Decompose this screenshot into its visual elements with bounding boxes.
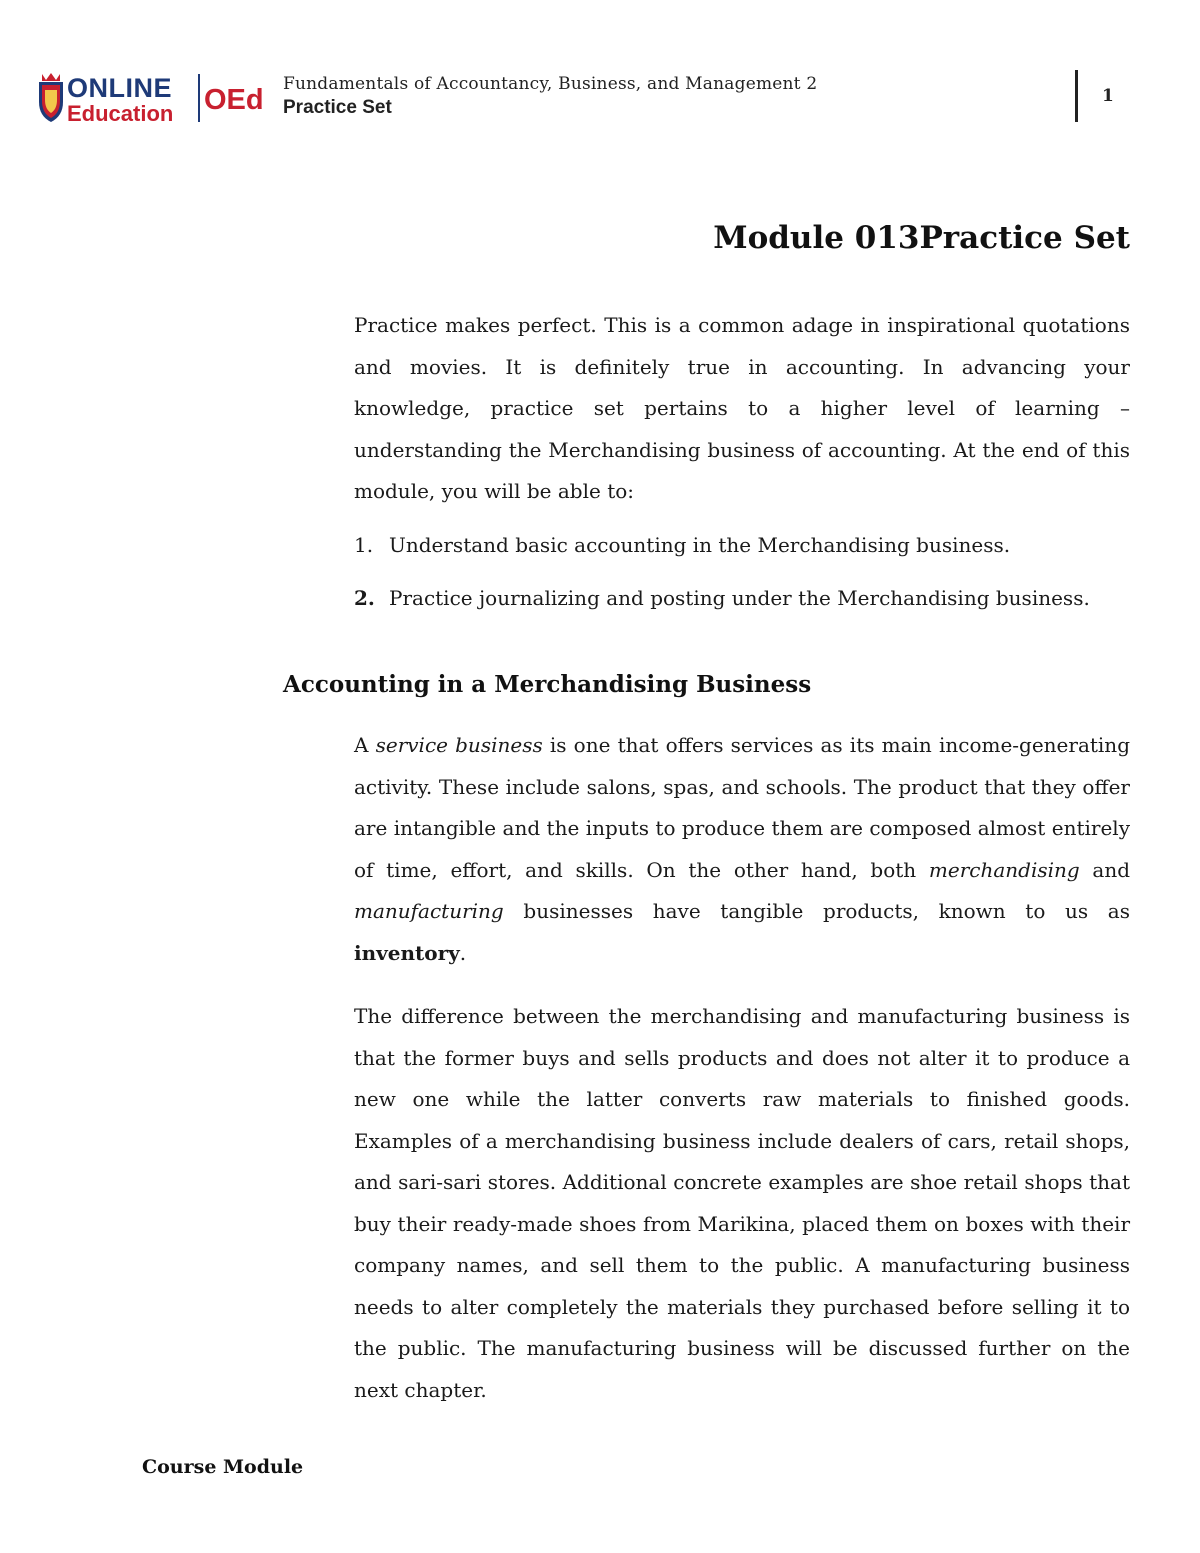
section-heading: Accounting in a Merchandising Business xyxy=(283,671,812,698)
italic-term: manufacturing xyxy=(354,899,504,923)
module-title: Module 013Practice Set xyxy=(713,220,1130,256)
objectives-list xyxy=(354,528,1130,634)
svg-text:OEd: OEd xyxy=(204,84,264,116)
text-run: businesses have tangible products, known to us as xyxy=(503,899,1130,923)
page-number: 1 xyxy=(1102,86,1114,106)
list-item-text: Practice journalizing and posting under the Merchandising business. xyxy=(389,586,1090,610)
list-item-text: Understand basic accounting in the Merchandising business. xyxy=(389,533,1011,557)
text-run: and xyxy=(1079,857,1130,882)
svg-text:ONLINE: ONLINE xyxy=(67,73,173,103)
course-title: Fundamentals of Accountancy, Business, and Management 2 xyxy=(283,74,818,94)
header-subtitle: Practice Set xyxy=(283,97,392,118)
list-item xyxy=(354,581,1130,634)
list-item xyxy=(354,528,1130,581)
italic-term: service business xyxy=(375,733,543,757)
text-run: A xyxy=(354,733,376,757)
bold-term: inventory xyxy=(354,940,460,965)
difference-paragraph: The difference between the merchandising and manufacturing business is that the former buys and sells products and does not alter it to produce a new one while the latter converts raw materials to finished goods. Examples of a merchandising business include dealers of cars, retail shops, and sari-sari stores. Additional concrete examples are shoe retail shops that buy their ready-made shoes from Marikina, placed them on boxes with their company names, and sell them to the public. A manufacturing business needs to alter completely the materials they purchased before selling it to the public. The manufacturing business will be discussed further on the next chapter. xyxy=(354,1004,1130,1402)
text-run: is one that offers services as its main income-generating activity. These include salons, spas, and schools. The product that they offer are intangible and the inputs to produce them are composed almost entirely of time, effort, and skills. On the other hand, both xyxy=(354,733,1130,882)
intro-paragraph: Practice makes perfect. This is a common adage in inspirational quotations and movies. It is definitely true in accounting. In advancing your knowledge, practice set pertains to a higher level of learning – understanding the Merchandising business of accounting. At the end of this module, you will be able to: xyxy=(354,313,1130,503)
svg-text:Education: Education xyxy=(67,101,174,126)
service-business-paragraph xyxy=(354,725,1130,974)
italic-term: merchandising xyxy=(928,857,1080,882)
list-number: 1. xyxy=(354,533,374,557)
text-run: . xyxy=(459,940,467,965)
header-divider xyxy=(1075,70,1078,122)
list-number: 2. xyxy=(354,586,375,610)
footer-label: Course Module xyxy=(142,1456,304,1478)
crest-icon xyxy=(39,73,63,122)
online-education-logo xyxy=(36,68,272,126)
